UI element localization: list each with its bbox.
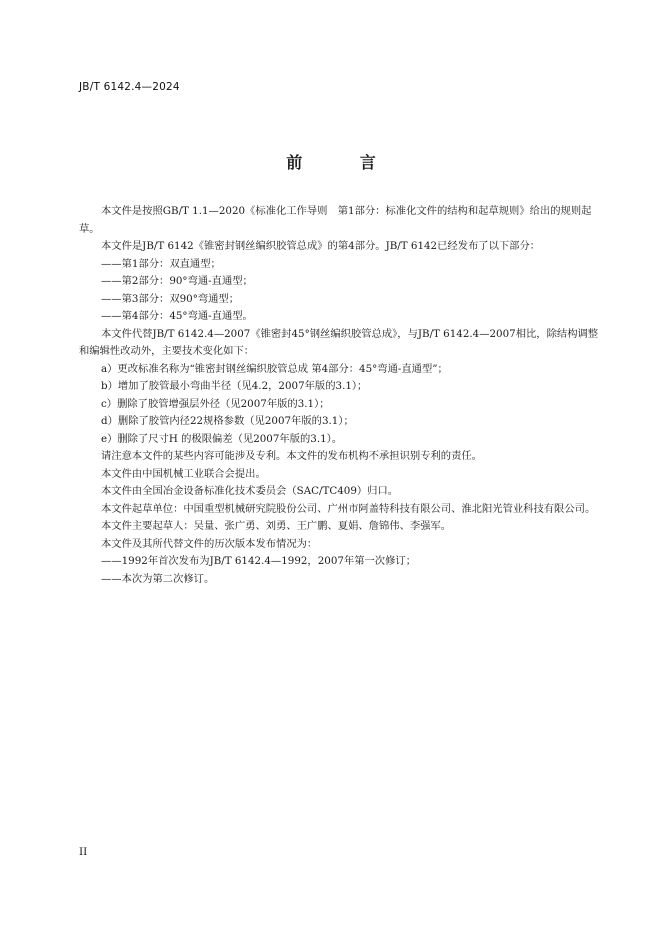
list-item-part-1: ——第1部分：双直通型； xyxy=(101,257,221,270)
paragraph-series-parts: 本文件是JB/T 6142《锥密封钢丝编织胶管总成》的第4部分。JB/T 6142已经发布了以下部分： xyxy=(101,240,541,252)
list-item-change-e: e）删除了尺寸H 的极限偏差（见2007年版的3.1）。 xyxy=(101,432,343,445)
list-item-part-4: ——第4部分：45°弯通-直通型。 xyxy=(101,310,253,322)
paragraph-proposed-by: 本文件由中国机械工业联合会提出。 xyxy=(101,467,266,480)
page-title: 前 言 xyxy=(286,153,402,172)
list-item-history-1: ——1992年首次发布为JB/T 6142.4—1992，2007年第一次修订； xyxy=(101,555,416,567)
list-item-change-a: a）更改标准名称为“锥密封钢丝编织胶管总成 第4部分：45°弯通-直通型”； xyxy=(101,362,448,375)
list-item-change-b: b）增加了胶管最小弯曲半径（见4.2，2007年版的3.1）； xyxy=(101,380,368,392)
paragraph-drafting-units: 本文件起草单位：中国重型机械研究院股份公司、广州市阿盖特科技有限公司、淮北阳光管业科技有限公司。 xyxy=(101,502,596,515)
paragraph-patent-notice: 请注意本文件的某些内容可能涉及专利。本文件的发布机构不承担识别专利的责任。 xyxy=(101,450,482,462)
page-number: II xyxy=(79,846,88,858)
list-item-change-d: d）删除了胶管内径22规格参数（见2007年版的3.1）； xyxy=(101,415,354,427)
list-item-history-2: ——本次为第二次修订。 xyxy=(101,572,215,585)
list-item-change-c: c）删除了胶管增强层外径（见2007年版的3.1）； xyxy=(101,397,330,410)
paragraph-under-jurisdiction: 本文件由全国冶金设备标准化技术委员会（SAC/TC409）归口。 xyxy=(101,485,399,497)
paragraph-drafters: 本文件主要起草人：吴量、张广勇、刘勇、王广鹏、夏娟、詹锦伟、李强军。 xyxy=(101,520,452,532)
list-item-part-2: ——第2部分：90°弯通-直通型； xyxy=(101,275,253,287)
list-item-part-3: ——第3部分：双90°弯通型； xyxy=(101,292,240,305)
paragraph-history-intro: 本文件及其所代替文件的历次版本发布情况为： xyxy=(101,537,318,550)
document-id: JB/T 6142.4—2024 xyxy=(79,81,180,93)
foreword-body xyxy=(79,203,605,588)
paragraph-replaces: 本文件代替JB/T 6142.4—2007《锥密封45°钢丝编织胶管总成》，与JB/T 6142.4—2007相比，除结构调整和编辑性改动外，主要技术变化如下： xyxy=(79,327,599,357)
paragraph-drafting-rules: 本文件是按照GB/T 1.1—2020《标准化工作导则 第1部分：标准化文件的结构和起草规则》给出的规则起草。 xyxy=(79,205,592,235)
